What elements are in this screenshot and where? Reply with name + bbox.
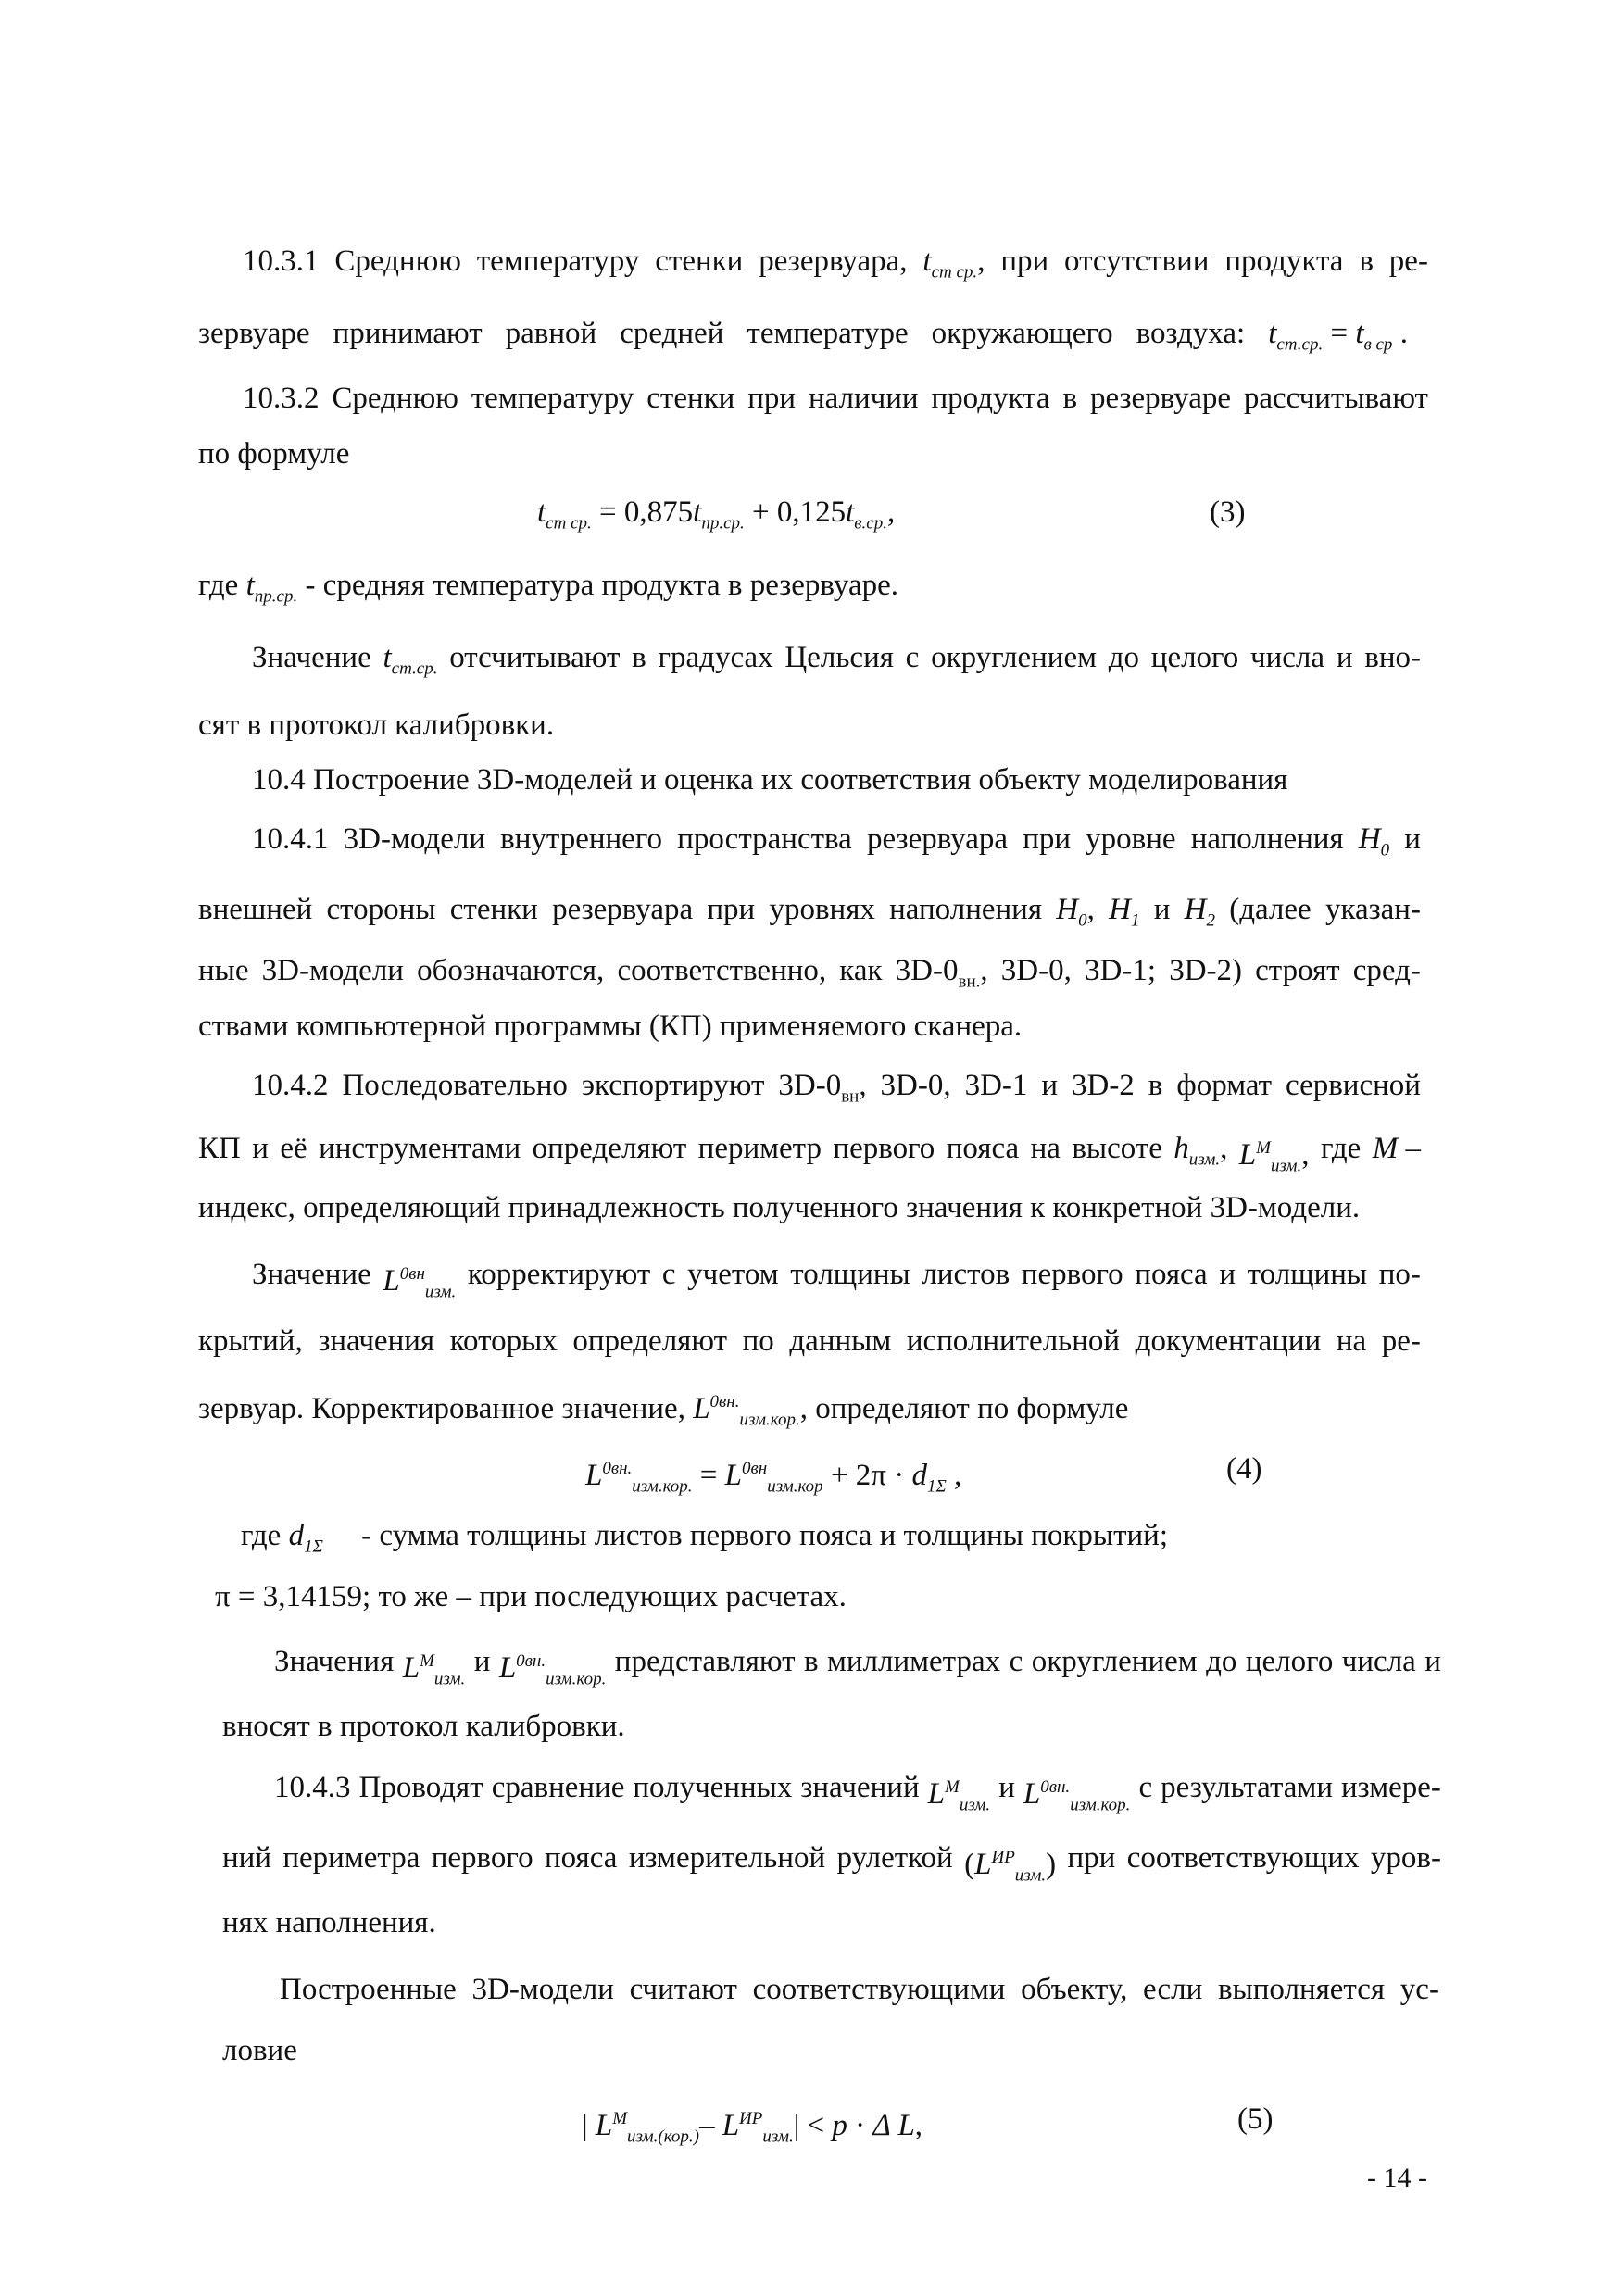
formula-4: $L^{0вн.}_{изм.кор.} = L^{0вн}_{изм.кор} + 2\pi \cdot d_{1\Sigma}$ , (585, 1459, 962, 1497)
paragraph-condition-line-2: ловие (222, 2034, 297, 2067)
paragraph-10-3-1-line-1: 10.3.1 Среднюю температуру стенки резервуара, $t_{ст ср.}$, при отсутствии продукта в ре- (243, 245, 1428, 282)
paragraph-value-t-line-2: сят в протокол калибровки. (198, 709, 555, 742)
paragraph-value-t-line-1: Значение $t_{ст.ср.}$ отсчитывают в градусах Цельсия с округлением до целого числа и вно- (252, 641, 1421, 679)
paragraph-10-3-2-line-2: по формуле (198, 437, 350, 470)
formula-4-number: (4) (1226, 1452, 1262, 1486)
paragraph-correction-line-2: крытий, значения которых определяют по данным исполнительной документации на ре- (198, 1324, 1421, 1358)
formula-5-number: (5) (1237, 2102, 1274, 2136)
paragraph-condition-line-1: Построенные 3D-модели считают соответствующими объекту, если выполняется ус- (280, 1973, 1439, 2006)
paragraph-10-4-3-line-1: 10.4.3 Проводят сравнение полученных значений $L^M_{изм.}$ и $L^{0вн.}_{изм.кор.}$ с результатами измере- (274, 1771, 1441, 1815)
paragraph-correction-line-1: Значение $L^{0вн}_{изм.}$ корректируют с учетом толщины листов первого пояса и толщины по- (252, 1258, 1421, 1302)
paragraph-10-4-1-line-2: внешней стороны стенки резервуара при уровнях наполнения $H_0$, $H_1$ и $H_2$ (далее указан- (198, 893, 1421, 931)
paragraph-10-4-3-line-3: нях наполнения. (222, 1906, 436, 1939)
formula-4-where: где $d_{1\Sigma}$ - сумма толщины листов первого пояса и толщины покрытий; (241, 1519, 1168, 1557)
pi-definition: π = 3,14159; то же – при последующих расчетах. (215, 1580, 847, 1613)
formula-5: | $L^M_{изм.(кор.)}-$ $L^{ИР}_{изм.}| < p \cdot \Delta$ L, (582, 2109, 923, 2147)
page-number: - 14 - (1367, 2163, 1427, 2193)
paragraph-values-line-2: вносят в протокол калибровки. (222, 1710, 625, 1743)
paragraph-values-line-1: Значения $L^M_{изм.}$ и $L^{0вн.}_{изм.кор.}$ представляют в миллиметрах с округлением до целого числа и (274, 1645, 1441, 1689)
section-10-4-heading: 10.4 Построение 3D-моделей и оценка их соответствия объекту моделирования (252, 763, 1288, 797)
paragraph-10-3-1-line-2: зервуаре принимают равной средней температуре окружающего воздуха: $t_{ст.ср.} = t_{в ср}$ . (198, 317, 1408, 355)
paragraph-10-4-1-line-4: ствами компьютерной программы (КП) применяемого сканера. (198, 1010, 1023, 1043)
paragraph-10-3-2-line-1: 10.3.2 Среднюю температуру стенки при наличии продукта в резервуаре рассчитывают (243, 382, 1428, 415)
paragraph-correction-line-3: зервуар. Корректированное значение, $L^{0вн.}_{изм.кор.}$, определяют по формуле (198, 1392, 1129, 1430)
paragraph-10-4-2-line-3: индекс, определяющий принадлежность полученного значения к конкретной 3D-модели. (198, 1191, 1361, 1224)
formula-3-where: где $t_{пр.ср.}$ - средняя температура продукта в резервуаре. (198, 569, 898, 607)
formula-3-number: (3) (1210, 496, 1246, 529)
paragraph-10-4-2-line-1: 10.4.2 Последовательно экспортируют $3D-0_{вн}$, 3D-0, 3D-1 и 3D-2 в формат сервисной (252, 1069, 1421, 1107)
paragraph-10-4-2-line-2: КП и её инструментами определяют периметр первого пояса на высоте $h_{изм.}$, $L^M_{изм.}$, где M – (198, 1132, 1421, 1176)
paragraph-10-4-1-line-1: 10.4.1 3D-модели внутреннего пространства резервуара при уровне наполнения $H_0$ и (252, 822, 1421, 860)
paragraph-10-4-1-line-3: ные 3D-модели обозначаются, соответственно, как $3D-0_{вн.}$, 3D-0, 3D-1; 3D-2) строят сред- (198, 954, 1421, 992)
formula-3: $t_{ст ср.} = 0,875t_{пр.ср.} + 0,125t_{в.ср.}$, (537, 496, 896, 533)
paragraph-10-4-3-line-2: ний периметра первого пояса измерительной рулеткой $(L^{ИР}_{изм.})$ при соответствующих уров- (222, 1841, 1441, 1886)
